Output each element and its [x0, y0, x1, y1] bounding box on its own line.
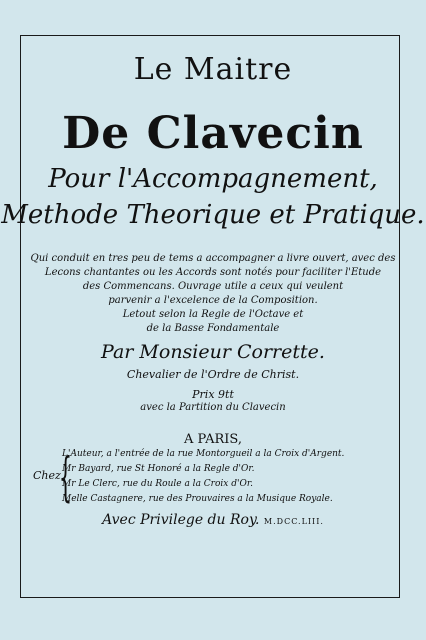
chez-label: Chez: [33, 469, 61, 482]
address-line: Melle Castagnere, rue des Prouvaires a la Musique Royale.: [62, 494, 333, 504]
subtitle-line-2: Methode Theorique et Pratique.: [1, 200, 425, 230]
address-line: Mr Le Clerc, rue du Roule a la Croix d'Or.: [62, 479, 253, 489]
description-line: parvenir a l'excelence de la Composition.: [108, 295, 318, 306]
description-line: Qui conduit en tres peu de tems a accompagner a livre ouvert, avec des: [30, 253, 396, 264]
price-note: avec la Partition du Clavecin: [140, 402, 286, 413]
author-line: Par Monsieur Corrette.: [101, 341, 325, 363]
description-line: Lecons chantantes ou les Accords sont notés pour faciliter l'Etude: [44, 267, 382, 278]
city: A PARIS,: [184, 432, 242, 447]
price: Prix 9tt: [192, 388, 234, 401]
publication-date: M.DCC.LIII.: [263, 517, 324, 526]
address-line: L'Auteur, a l'entrée de la rue Montorgueil a la Croix d'Argent.: [62, 449, 345, 459]
privilege-text: Avec Privilege du Roy.: [102, 512, 260, 528]
title-line-1: Le Maitre: [133, 52, 293, 87]
title-line-2: De Clavecin: [62, 108, 364, 159]
brace-mark: {: [58, 448, 73, 508]
description-line: Letout selon la Regle de l'Octave et: [122, 309, 304, 320]
privilege-line: [0, 512, 426, 528]
author-title: Chevalier de l'Ordre de Christ.: [126, 368, 300, 381]
description-line: de la Basse Fondamentale: [146, 323, 280, 334]
address-line: Mr Bayard, rue St Honoré a la Regle d'Or.: [62, 464, 255, 474]
subtitle-line-1: Pour l'Accompagnement,: [48, 164, 378, 194]
description-line: des Commencans. Ouvrage utile a ceux qui veulent: [82, 281, 344, 292]
